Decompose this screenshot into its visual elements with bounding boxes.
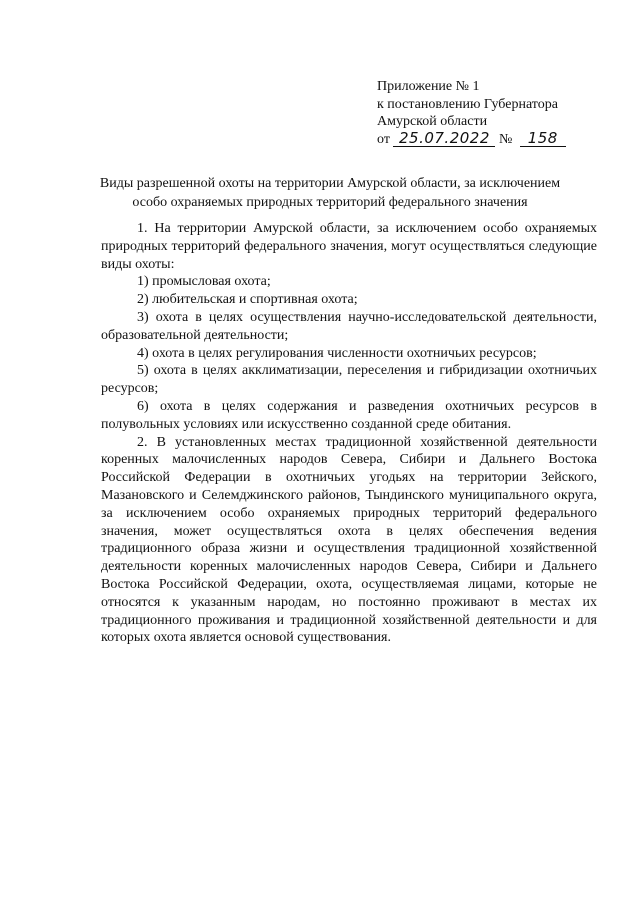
title-line-1: Виды разрешенной охоты на территории Амурской области, за исключением xyxy=(99,176,561,191)
handwritten-date: 25.07.2022 xyxy=(393,131,495,147)
annex-date-line xyxy=(377,128,617,149)
paragraph-1: 1. На территории Амурской области, за исключением особо охраняемых природных территорий федерального значения, могут осуществляться следующие виды охоты: xyxy=(101,221,597,272)
list-item: 4) охота в целях регулирования численности охотничьих ресурсов; xyxy=(137,345,537,361)
list-item: 2) любительская и спортивная охота; xyxy=(137,292,358,308)
paragraph-2: 2. В установленных местах традиционной хозяйственной деятельности коренных малочисленных народов Севера, Сибири и Дальнего Востока Российской Федерации в охотничьих угодьях на территории Зейского, Мазановского и Селемджинского районов, Тындинского муниципального округа, за исключением особо охраняемых природных территорий федерального значения, может осуществляться охота в целях обеспечения ведения традиционного образа жизни и осуществления традиционной хозяйственной деятельности коренных малочисленных народов Севера, Сибири и Дальнего Востока Российской Федерации, охота, осуществляемая лицами, которые не относятся к указанным народам, но постоянно проживают в местах их традиционного проживания и традиционной хозяйственной деятельности и для которых охота является основой существования. xyxy=(101,434,597,646)
list-item: 5) охота в целях акклиматизации, переселения и гибридизации охотничьих ресурсов; xyxy=(101,363,597,397)
document-body xyxy=(101,220,597,647)
handwritten-number: 158 xyxy=(520,131,566,147)
list-item: 3) охота в целях осуществления научно-исследовательской деятельности, образовательной деятельности; xyxy=(101,309,597,343)
number-label: № xyxy=(498,131,513,147)
list-item: 1) промысловая охота; xyxy=(137,274,271,290)
list-item: 6) охота в целях содержания и разведения охотничьих ресурсов в полувольных условиях или искусственно созданной среде обитания. xyxy=(101,398,597,432)
annex-line-2: к постановлению Губернатора xyxy=(377,96,558,112)
annex-header xyxy=(377,78,617,148)
annex-line-3: Амурской области xyxy=(377,114,488,129)
title-line-2: особо охраняемых природных территорий федерального значения xyxy=(132,194,528,210)
document-title xyxy=(70,175,590,212)
date-prefix: от xyxy=(377,131,390,147)
annex-line-1: Приложение № 1 xyxy=(377,79,480,94)
